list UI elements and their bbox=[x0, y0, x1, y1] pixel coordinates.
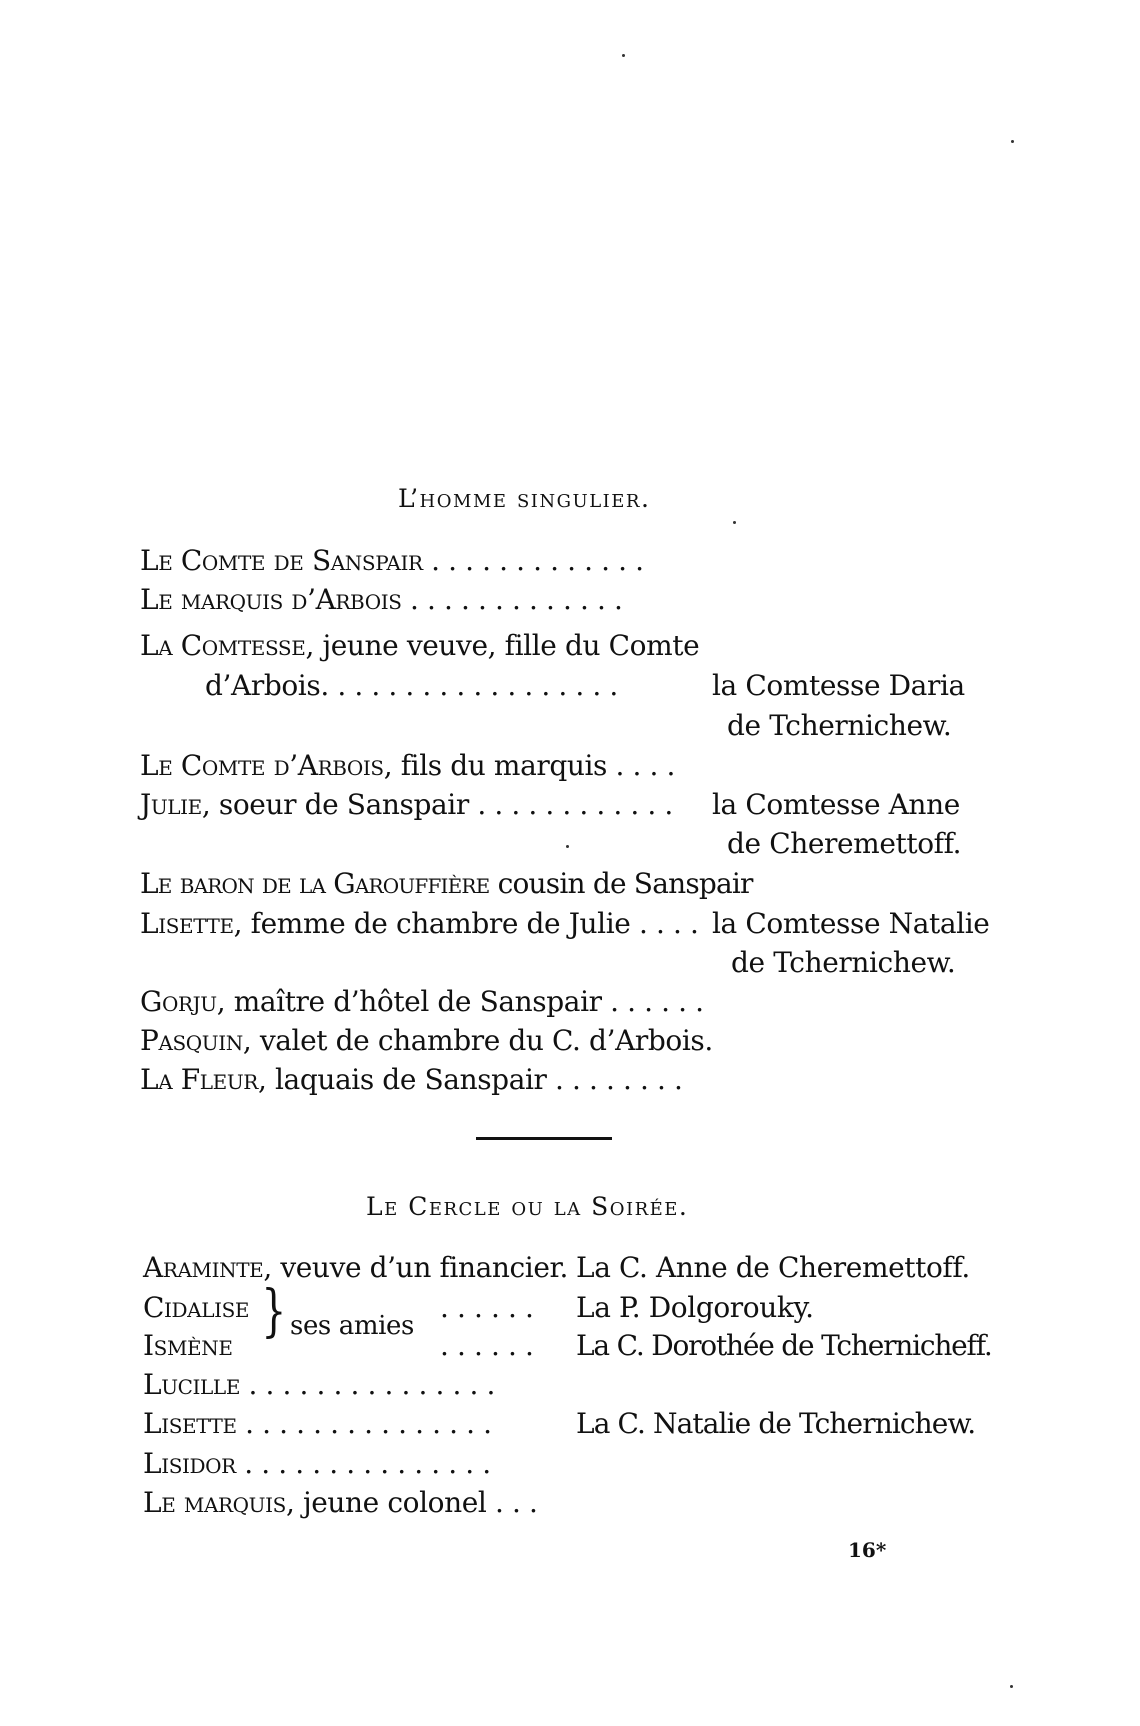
dot-leader: . . . . . . . . . . . . . . . bbox=[236, 1407, 492, 1440]
role-name: La Comtesse bbox=[140, 629, 306, 662]
dot-leader: . . . . . . . . bbox=[546, 1063, 683, 1096]
scan-speck bbox=[566, 845, 569, 848]
brace-symbol: } bbox=[261, 1279, 287, 1344]
cast-row bbox=[140, 628, 699, 664]
dot-leader: . . . . bbox=[607, 749, 676, 782]
role-name: Le baron de la Garouffière bbox=[140, 867, 490, 900]
role-name: Le marquis d’Arbois bbox=[140, 583, 402, 616]
dot-leader: . . . . . . bbox=[440, 1291, 534, 1324]
actor-name-continuation: de Tchernichew. bbox=[731, 946, 956, 979]
dot-leader: . . . . . . bbox=[601, 985, 704, 1018]
role-name-cidalise: Cidalise bbox=[143, 1291, 250, 1324]
cast-row-continuation bbox=[205, 668, 618, 704]
cast-row bbox=[140, 906, 698, 942]
role-name: Lucille bbox=[143, 1368, 241, 1401]
actor-name: La C. Natalie de Tchernichew. bbox=[576, 1407, 976, 1440]
dot-leader: . . . bbox=[486, 1486, 538, 1519]
cast-row bbox=[140, 866, 753, 902]
role-name: Gorju bbox=[140, 985, 217, 1018]
cast-row bbox=[143, 1446, 491, 1482]
scan-speck bbox=[622, 54, 625, 57]
actor-name-continuation: de Cheremettoff. bbox=[727, 827, 962, 860]
actor-name: La C. Dorothée de Tchernicheff. bbox=[576, 1329, 992, 1362]
role-description: , femme de chambre de Julie bbox=[233, 907, 631, 940]
dot-leader: . . . . . . . . . . . . . . . bbox=[235, 1447, 491, 1480]
role-description: , jeune veuve, fille du Comte bbox=[305, 629, 700, 662]
dot-leader: . . . . bbox=[630, 907, 699, 940]
role-name: La Fleur bbox=[140, 1063, 258, 1096]
dot-leader: . . . . . . . . . . . . . . . bbox=[240, 1368, 496, 1401]
role-description: , valet de chambre du C. d’Arbois. bbox=[242, 1024, 713, 1057]
role-description: , veuve d’un financier. bbox=[263, 1251, 568, 1284]
role-name: Le Comte de Sanspair bbox=[140, 544, 423, 577]
section-title-cercle: Le Cercle ou la Soirée. bbox=[366, 1192, 689, 1221]
dot-leader: . . . . . . . . . . . . . bbox=[422, 544, 644, 577]
dot-leader: . . . . . . . . . . . . . bbox=[401, 583, 623, 616]
page-number: 16* bbox=[848, 1538, 887, 1562]
cast-row bbox=[140, 543, 644, 579]
section-divider bbox=[476, 1137, 612, 1140]
scan-speck bbox=[1011, 140, 1014, 143]
cast-row bbox=[143, 1406, 492, 1442]
scan-speck bbox=[733, 521, 736, 524]
dot-leader: . . . . . . bbox=[440, 1329, 534, 1362]
role-description: , laquais de Sanspair bbox=[257, 1063, 547, 1096]
role-description: d’Arbois bbox=[205, 669, 321, 702]
dot-leader: . . . . . . . . . . . . bbox=[468, 788, 673, 821]
actor-name: La C. Anne de Cheremettoff. bbox=[576, 1251, 970, 1284]
actor-name: La P. Dolgorouky. bbox=[576, 1291, 814, 1324]
actor-name-continuation: de Tchernichew. bbox=[727, 709, 952, 742]
role-name: Le Comte d’Arbois bbox=[140, 749, 384, 782]
role-name: Julie bbox=[140, 788, 202, 821]
role-name: Pasquin bbox=[140, 1024, 243, 1057]
role-description: cousin de Sanspair bbox=[489, 867, 753, 900]
role-name: Lisette bbox=[140, 907, 234, 940]
cast-row bbox=[143, 1485, 537, 1521]
role-name: Araminte bbox=[143, 1251, 264, 1284]
cast-row bbox=[140, 787, 673, 823]
dot-leader: . . . . . . . . . . . . . . . . . . bbox=[320, 669, 618, 702]
scan-speck bbox=[1010, 1685, 1013, 1688]
section-title-homme-singulier: L’homme singulier. bbox=[398, 484, 651, 513]
cast-row bbox=[143, 1250, 568, 1286]
role-description: , maître d’hôtel de Sanspair bbox=[216, 985, 602, 1018]
role-name: Lisette bbox=[143, 1407, 237, 1440]
role-name: Le marquis bbox=[143, 1486, 286, 1519]
role-description: , jeune colonel bbox=[285, 1486, 487, 1519]
cast-row bbox=[140, 582, 623, 618]
actor-name: la Comtesse Natalie bbox=[712, 907, 990, 940]
cast-row bbox=[140, 984, 704, 1020]
cast-row bbox=[140, 1062, 683, 1098]
group-label: ses amies bbox=[290, 1311, 414, 1341]
cast-row bbox=[140, 748, 675, 784]
role-name-ismene: Ismène bbox=[143, 1329, 233, 1362]
role-description: , soeur de Sanspair bbox=[201, 788, 469, 821]
cast-row bbox=[140, 1023, 713, 1059]
role-description: , fils du marquis bbox=[383, 749, 608, 782]
actor-name: la Comtesse Anne bbox=[712, 788, 960, 821]
role-name: Lisidor bbox=[143, 1447, 236, 1480]
actor-name: la Comtesse Daria bbox=[712, 669, 965, 702]
cast-row bbox=[143, 1367, 495, 1403]
